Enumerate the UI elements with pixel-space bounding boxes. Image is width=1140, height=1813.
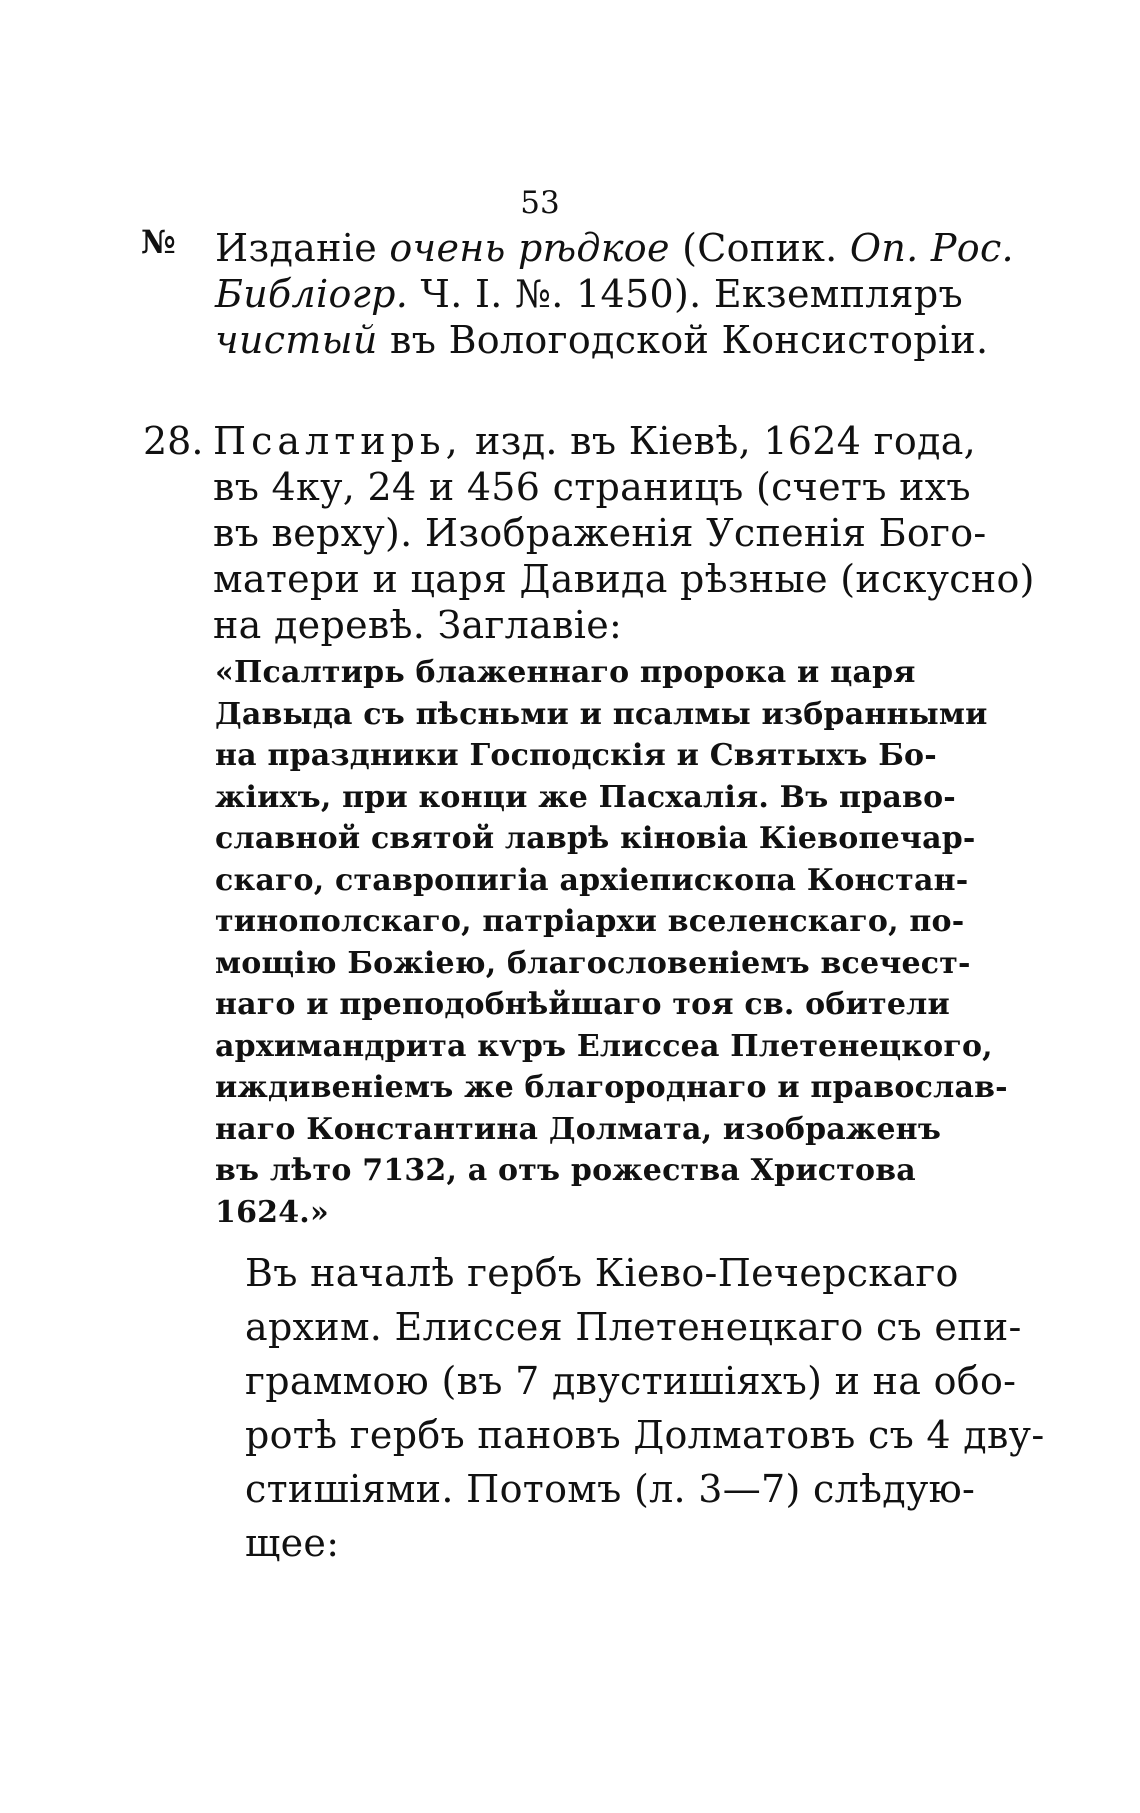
text-line: мощію Божіею, благословеніемъ всечест-	[215, 945, 971, 981]
text-run: на деревѣ. Заглавіе:	[213, 603, 623, 647]
text-run: въ Вологодской Консисторіи.	[377, 318, 989, 362]
text-run: Оп. Рос.	[849, 226, 1014, 270]
text-line: въ лѣто 7132, а отъ рожества Христова	[215, 1153, 916, 1188]
text-line	[215, 271, 964, 317]
text-line	[213, 510, 987, 556]
text-line: «Псалтирь блаженнаго пророка и царя	[215, 655, 916, 690]
text-line: граммою (въ 7 двустишіяхъ) и на обо-	[245, 1359, 1017, 1403]
text-run: Изданіе	[215, 226, 390, 270]
text-line: стишіями. Потомъ (л. 3—7) слѣдую-	[245, 1467, 976, 1511]
text-line: 1624.»	[215, 1194, 329, 1230]
text-line: славной святой лаврѣ кіновіа Кіевопечар-	[215, 821, 976, 856]
text-run: чистый	[215, 318, 378, 362]
text-line: ротѣ гербъ пановъ Долматовъ съ 4 дву-	[245, 1413, 1045, 1457]
text-run: изд. въ Кіевѣ, 1624 года,	[462, 419, 977, 463]
text-run: Библіогр.	[215, 272, 409, 316]
text-run: (Сопик.	[669, 226, 850, 270]
text-line: наго Константина Долмата, изображенъ	[215, 1111, 942, 1147]
text-line	[213, 556, 1035, 602]
entry-number: 28.	[143, 419, 204, 463]
text-run: очень рѣдкое	[389, 226, 670, 270]
text-line	[215, 225, 1014, 271]
text-line: архим. Елиссея Плетенецкаго съ епи-	[245, 1305, 1022, 1349]
text-line: наго и преподобнѣйшаго тоя св. обители	[215, 987, 950, 1022]
text-run: Псалтирь,	[213, 419, 463, 463]
text-line	[215, 317, 989, 363]
text-run: въ 4ку, 24 и 456 страницъ (счетъ ихъ	[213, 465, 971, 509]
text-line: иждивеніемъ же благороднаго и православ-	[215, 1070, 1008, 1105]
text-run: Ч. I. №. 1450). Екземпляръ	[408, 272, 964, 316]
number-sign: №	[141, 223, 176, 261]
text-line	[213, 602, 913, 648]
text-line: Въ началѣ гербъ Кіево-Печерскаго	[245, 1251, 959, 1295]
text-line: на праздники Господскія и Святыхъ Бо-	[215, 738, 937, 773]
text-line: Давыда съ пѣсньми и псалмы избранными	[215, 696, 988, 732]
text-line	[213, 464, 971, 510]
text-line	[213, 418, 977, 464]
text-run: матери и царя Давида рѣзные (искусно)	[213, 557, 1035, 601]
text-line: скаго, ставропигіа архіепископа Констан-	[215, 862, 969, 898]
text-line: жіихъ, при конци же Пасхалія. Въ право-	[215, 779, 956, 815]
text-line: архимандрита кѵръ Елиссеа Плетенецкого,	[215, 1028, 993, 1064]
text-line: щее:	[245, 1521, 340, 1565]
page-number: 53	[520, 185, 560, 221]
text-run: въ верху). Изображенія Успенія Бого-	[213, 511, 987, 555]
text-line: тинополскаго, патріархи вселенскаго, по-	[215, 904, 965, 939]
